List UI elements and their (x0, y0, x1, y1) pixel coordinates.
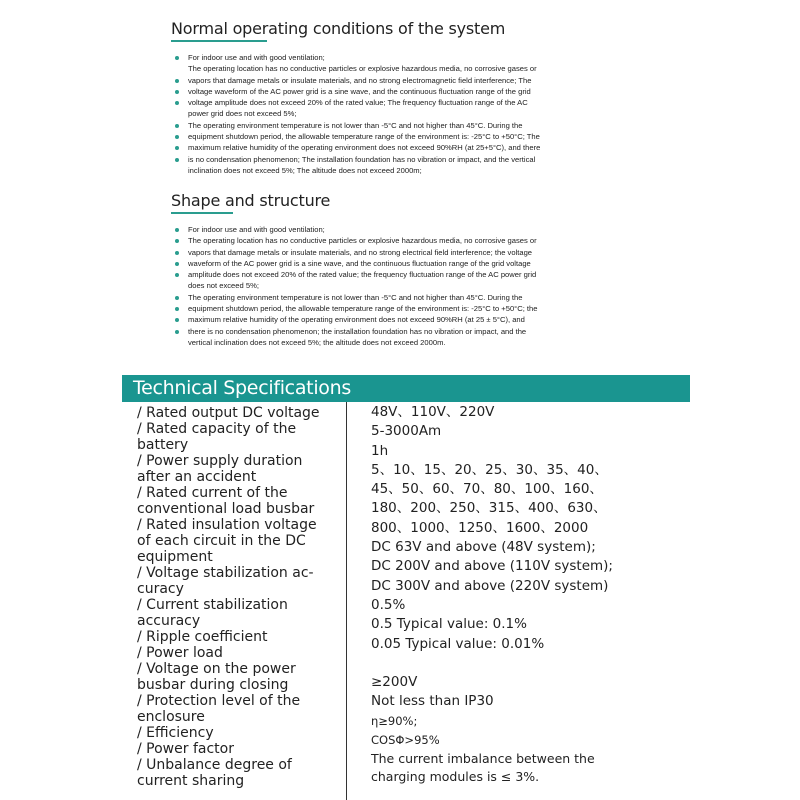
list-line: power grid does not exceed 5%; (188, 109, 297, 119)
bullet-icon (175, 228, 179, 232)
spec-label: / Rated insulation voltage (137, 517, 317, 533)
spec-label: / Rated current of the (137, 485, 288, 501)
list-line: vapors that damage metals or insulate materials, and no strong electrical field interference; the voltage (170, 247, 620, 258)
spec-label: of each circuit in the DC (137, 533, 306, 549)
spec-label: / Current stabilization (137, 597, 288, 613)
list-line: equipment shutdown period, the allowable temperature range of the environment is: -25°C to +50°C; the (170, 303, 620, 314)
spec-label: battery (137, 437, 189, 453)
spec-label: after an accident (137, 469, 257, 485)
list-line: equipment shutdown period, the allowable temperature range of the environment is: -25°C to +50°C; The (170, 131, 620, 142)
spec-value: 5、10、15、20、25、30、35、40、 (371, 461, 608, 478)
spec-label: conventional load busbar (137, 501, 315, 517)
list-line: voltage waveform of the AC power grid is a sine wave, and the continuous fluctuation range of the grid (170, 86, 620, 97)
spec-label: current sharing (137, 773, 245, 789)
spec-value: COSΦ>95% (371, 733, 440, 748)
bullet-icon (175, 101, 179, 105)
spec-label: / Protection level of the (137, 693, 301, 709)
spec-value: DC 200V and above (110V system); (371, 558, 613, 575)
list-line: vertical inclination does not exceed 5%; the altitude does not exceed 2000m. (188, 337, 446, 347)
list-line: maximum relative humidity of the operating environment does not exceed 90%RH (at 25+5°C), and there (170, 142, 620, 153)
spec-value: η≥90%; (371, 713, 418, 728)
spec-label: curacy (137, 581, 184, 597)
bullet-icon (175, 135, 179, 139)
spec-value: 45、50、60、70、80、100、160、 (371, 481, 603, 498)
spec-value-spacer (371, 654, 691, 673)
bullet-icon (175, 307, 179, 311)
spec-value: 1h (371, 442, 389, 459)
spec-label: / Power factor (137, 741, 234, 757)
shape-structure-list (170, 224, 620, 348)
bullet-icon (175, 56, 179, 60)
spec-value-column (371, 403, 691, 786)
operating-conditions-list (170, 52, 620, 176)
bullet-icon (175, 296, 179, 300)
bullet-icon (175, 251, 179, 255)
spec-value: ≥200V (371, 674, 418, 691)
section-title-operating-conditions: Normal operating conditions of the system (171, 19, 506, 38)
spec-value: The current imbalance between the (371, 751, 595, 767)
spec-label: enclosure (137, 709, 205, 725)
spec-value: 0.05 Typical value: 0.01% (371, 635, 545, 652)
bullet-icon (175, 79, 179, 83)
column-divider (346, 402, 347, 800)
spec-title: Technical Specifications (133, 377, 351, 399)
list-line: voltage amplitude does not exceed 20% of the rated value; The frequency fluctuation range of the AC (170, 97, 620, 108)
section-underline (171, 40, 267, 42)
bullet-icon (175, 158, 179, 162)
list-line: there is no condensation phenomenon; the installation foundation has no vibration or impact, and the (170, 326, 620, 337)
spec-label: / Power supply duration (137, 453, 303, 469)
spec-label: / Ripple coefficient (137, 629, 268, 645)
spec-label: / Power load (137, 645, 223, 661)
spec-value: DC 63V and above (48V system); (371, 539, 596, 556)
spec-value: 180、200、250、315、400、630、 (371, 500, 607, 517)
list-line: For indoor use and with good ventilation; (170, 224, 620, 235)
spec-label: equipment (137, 549, 213, 565)
list-line: maximum relative humidity of the operating environment does not exceed 90%RH (at 25 ± 5°C), and (170, 314, 620, 325)
list-line: inclination does not exceed 5%; The altitude does not exceed 2000m; (188, 165, 422, 175)
spec-label: / Unbalance degree of (137, 757, 292, 773)
spec-value: 48V、110V、220V (371, 404, 495, 420)
spec-label: busbar during closing (137, 677, 289, 693)
bullet-icon (175, 124, 179, 128)
list-line: The operating environment temperature is not lower than -5°C and not higher than 45°C. During the (170, 120, 620, 131)
spec-label: / Rated capacity of the (137, 421, 297, 437)
spec-label: accuracy (137, 613, 201, 629)
list-line: waveform of the AC power grid is a sine wave, and the continuous fluctuation range of the grid voltage (170, 258, 620, 269)
spec-label: / Voltage on the power (137, 661, 296, 677)
spec-value: Not less than IP30 (371, 693, 494, 710)
spec-label: / Rated output DC voltage (137, 405, 320, 421)
list-line: amplitude does not exceed 20% of the rated value; the frequency fluctuation range of the AC power grid (170, 269, 620, 280)
list-line: For indoor use and with good ventilation; (170, 52, 620, 63)
list-line: is no condensation phenomenon; The installation foundation has no vibration or impact, and the vertical (170, 154, 620, 165)
spec-value: charging modules is ≤ 3%. (371, 769, 540, 785)
bullet-icon (175, 273, 179, 277)
bullet-icon (175, 318, 179, 322)
spec-value: DC 300V and above (220V system) (371, 577, 609, 594)
spec-value: 0.5% (371, 596, 406, 613)
bullet-icon (175, 90, 179, 94)
spec-value: 800、1000、1250、1600、2000 (371, 519, 589, 536)
spec-parameter-column (137, 405, 342, 789)
bullet-icon (175, 146, 179, 150)
section-underline (171, 212, 233, 214)
spec-value: 5-3000Am (371, 423, 442, 440)
spec-label: / Efficiency (137, 725, 214, 741)
list-line: The operating environment temperature is not lower than -5°C and not higher than 45°C. During the (170, 292, 620, 303)
section-title-shape-structure: Shape and structure (171, 191, 331, 210)
list-line: vapors that damage metals or insulate materials, and no strong electromagnetic field interference; The (170, 75, 620, 86)
bullet-icon (175, 330, 179, 334)
spec-label: / Voltage stabilization ac- (137, 565, 314, 581)
list-line: does not exceed 5%; (188, 281, 259, 291)
spec-value: 0.5 Typical value: 0.1% (371, 616, 527, 633)
list-line: The operating location has no conductive particles or explosive hazardous media, no corrosive gases or (170, 235, 620, 246)
bullet-icon (175, 262, 179, 266)
bullet-icon (175, 239, 179, 243)
list-line: The operating location has no conductive particles or explosive hazardous media, no corrosive gases or (188, 64, 537, 74)
